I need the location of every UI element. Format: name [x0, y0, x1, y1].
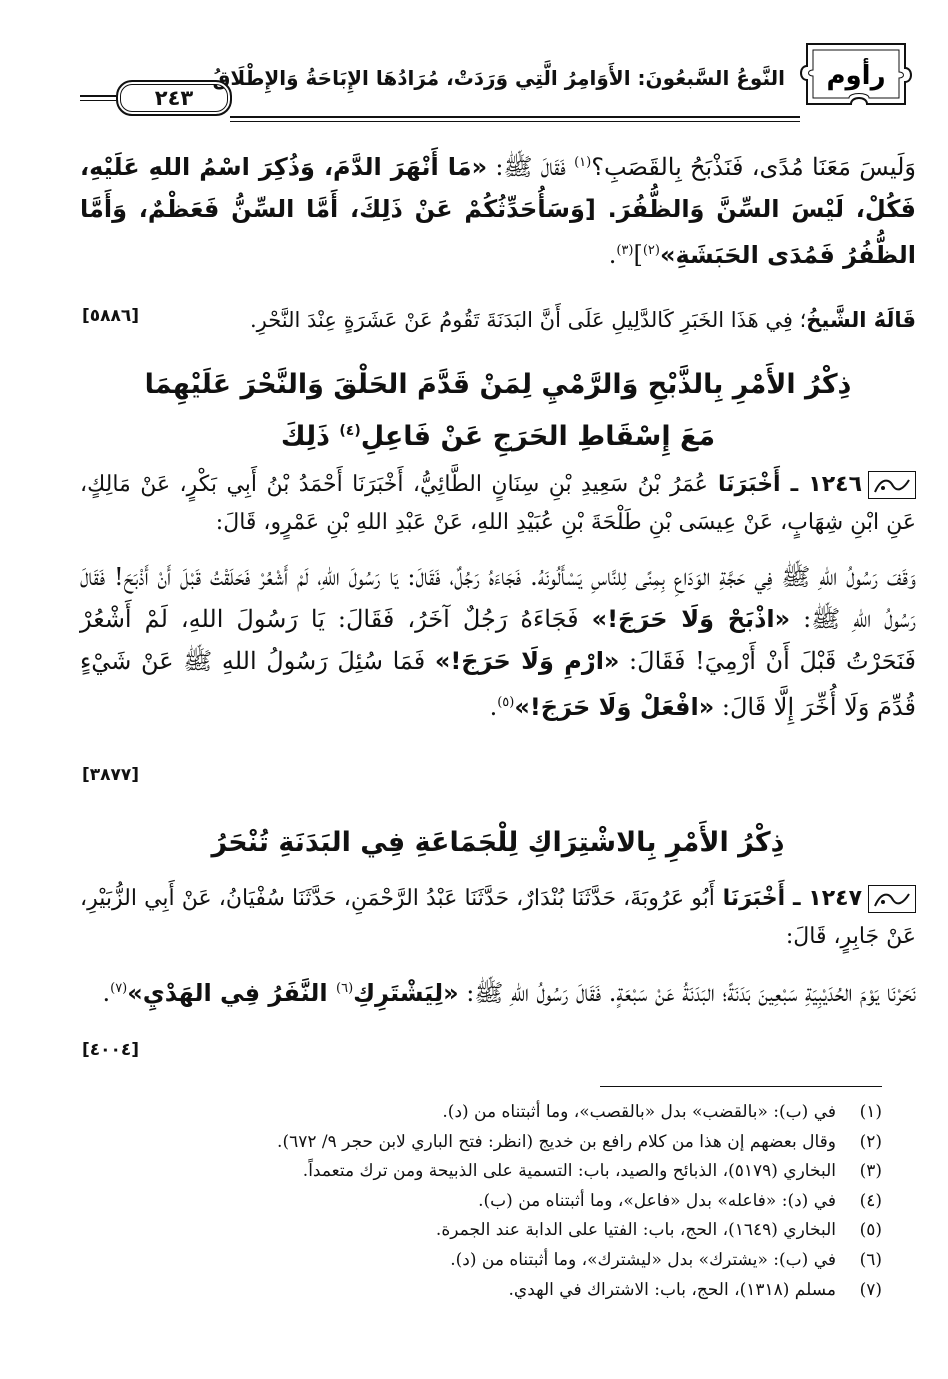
reference-number: [٥٨٨٦] [82, 306, 140, 326]
footnote-marker: (٧) [110, 981, 128, 996]
footnote-text: وقال بعضهم إن هذا من كلام رافع بن خديج (انظر: فتح الباري لابن حجر ٩/ ٦٧٢). [277, 1131, 836, 1152]
chapter-heading [80, 362, 916, 460]
chapter-heading-line: ذِكْرُ الأَمْرِ بِالاشْتِرَاكِ لِلْجَمَاعَةِ فِي البَدَنَةِ تُنْحَرُ [211, 827, 785, 858]
footnote-marker: (٣) [616, 243, 634, 258]
footnote-text: في (ب): «يشترك» بدل «ليشترك»، وما أثبتناه من (د). [450, 1249, 836, 1270]
hadith-1247-matn [80, 968, 916, 1014]
footnote-marker: (٥) [497, 695, 515, 710]
isnad-text: أَبُو عَرُوبَةَ، حَدَّثَنَا بُنْدَارٌ، حَدَّثَنَا عَبْدُ الرَّحْمَنِ، حَدَّثَنَا سُفْيَانُ، عَنْ أَبِي الزُّبَيْرِ، عَنْ جَابِرٍ، قَالَ: [80, 886, 916, 949]
running-header-title: النَّوعُ السَّبعُونَ: الأَوَامِرُ الَّتِي وَرَدَتْ، مُرَادُهَا الإِبَاحَةُ وَالإِطْلَاقُ... [189, 66, 785, 90]
header-rule [80, 95, 116, 97]
hadith-number: ١٢٤٦ [808, 472, 862, 497]
header-rule [230, 116, 800, 118]
hadith-marker-icon [868, 471, 916, 499]
footnote-number: (٣) [859, 1161, 882, 1182]
note-lead: قَالَهُ الشَّيخُ [806, 308, 916, 332]
header-rule [230, 121, 800, 122]
text-run: وَقَفَ رَسُولُ اللهِ ﷺ فِي حَجَّةِ الوَدَاعِ بِمِنًى لِلنَّاسِ يَسْأَلُونَهُ. فَجَاءَهُ رَجُلٌ، فَقَالَ: يَا رَسُولَ اللهِ، لَمْ أَشْعُرْ فَحَلَقْتُ قَبْلَ أَنْ أَذْبَحَ! فَقَالَ رَسُولُ اللهِ ﷺ: [80, 563, 917, 633]
footnote-number: (٦) [859, 1249, 882, 1270]
prophetic-quote: «افْعَلْ وَلَا حَرَجَ!» [514, 693, 715, 721]
footnotes [140, 1098, 882, 1305]
footnote-item [140, 1246, 882, 1276]
footnote-text: مسلم (١٣١٨)، الحج، باب: الاشتراك في الهدي. [508, 1279, 836, 1300]
reference-number: [٣٨٧٧] [82, 765, 140, 785]
footnote-number: (٧) [859, 1279, 882, 1300]
prophetic-quote: النَّفَرُ فِي الهَدْيِ» [127, 979, 336, 1007]
footnote-number: (١) [859, 1102, 882, 1122]
footnote-separator [600, 1086, 882, 1087]
prophetic-quote: «لِيَشْتَرِكِ [353, 979, 459, 1007]
footnote-marker: (١) [574, 155, 592, 170]
chapter-badge [797, 38, 915, 110]
text-run: نَحَرْنَا يَوْمَ الحُدَيْبِيَةِ سَبْعِينَ بَدَنَةً؛ البَدَنَةُ عَنْ سَبْعَةٍ. فَقَالَ رَسُولُ اللهِ ﷺ: [458, 979, 916, 1007]
footnote-item [140, 1098, 882, 1128]
footnote-text: البخاري (٥١٧٩)، الذبائح والصيد، باب: التسمية على الذبيحة ومن ترك متعمداً. [302, 1161, 836, 1182]
footnote-item [140, 1157, 882, 1187]
commentary-note [80, 302, 916, 338]
isnad-text: عُمَرُ بْنُ سَعِيدِ بْنِ سِنَانٍ الطَّائِيُّ، أَخْبَرَنَا أَحْمَدُ بْنُ أَبِي بَكْرٍ، عَنْ مَالِكٍ، عَنِ ابْنِ شِهَابٍ، عَنْ عِيسَى بْنِ طَلْحَةَ بْنِ عُبَيْدِ اللهِ، عَنْ عَبْدِ اللهِ بْنِ عَمْرٍو، قَالَ: [80, 472, 916, 535]
text-run: . [608, 241, 617, 269]
puzzle-badge-icon [797, 38, 915, 110]
footnote-text: البخاري (١٦٤٩)، الحج، باب: الفتيا على الدابة عند الجمرة. [435, 1220, 836, 1241]
badge-text: رأوم [826, 61, 886, 91]
hadith-marker-icon [868, 885, 916, 913]
prophetic-quote: «مَا أَنْهَرَ الدَّمَ، وَذُكِرَ اسْمُ اللهِ عَلَيْهِ، فَكُلْ، لَيْسَ السِّنَّ وَالظُّفُرَ. [وَسَأُحَدِّثُكُمْ عَنْ ذَلِكَ، أَمَّا السِّنُّ فَعَظْمٌ، وَأَمَّا الظُّفُرُ فَمُدَى الحَبَشَةِ» [80, 153, 916, 269]
text-run: . [489, 693, 498, 721]
footnote-number: (٢) [859, 1131, 882, 1152]
page-number: ٢٤٣ [116, 80, 232, 116]
hadith-1246-isnad [80, 466, 916, 542]
chapter-heading-line [80, 408, 916, 460]
page-header [80, 38, 915, 118]
footnote-item [140, 1216, 882, 1246]
footnote-item [140, 1187, 882, 1217]
footnote-text: في (د): «فاعله» بدل «فاعل»، وما أثبتناه من (ب). [478, 1190, 836, 1211]
text-run: فَجَاءَهُ رَجُلٌ آخَرُ، فَقَالَ: يَا رَسُولَ اللهِ، لَمْ أَشْعُرْ فَنَحَرْتُ قَبْلَ أَنْ أَرْمِيَ! فَقَالَ: [80, 605, 916, 675]
text-run: . [102, 979, 111, 1007]
text-run: ذَلِكَ [280, 421, 340, 452]
footnote-marker: (٦) [336, 981, 354, 996]
hadith-1247-isnad [80, 880, 916, 956]
text-run: مَعَ إِسْقَاطِ الحَرَجِ عَنْ فَاعِلِ [360, 421, 716, 452]
note-text: ؛ فِي هَذَا الخَبَرِ كَالدَّلِيلِ عَلَى أَنَّ البَدَنَةَ تَقُومُ عَنْ عَشَرَةٍ عِنْدَ النَّحْرِ. [249, 308, 807, 332]
text-run: وَلَيسَ مَعَنَا مُدًى، فَنَذْبَحُ بِالقَصَبِ؟ [591, 153, 916, 181]
text-run: فَمَا سُئِلَ رَسُولُ اللهِ ﷺ عَنْ شَيْءٍ قُدِّمَ وَلَا أُخِّرَ إِلَّا قَالَ: [80, 647, 916, 721]
header-rule [80, 100, 116, 101]
chapter-heading-line: ذِكْرُ الأَمْرِ بِالذَّبْحِ وَالرَّمْيِ لِمَنْ قَدَّمَ الحَلْقَ وَالنَّحْرَ عَلَيْهِمَا [144, 369, 852, 400]
text-run: فَقَالَ ﷺ: [487, 153, 575, 181]
prophetic-quote: «اذْبَحْ وَلَا حَرَجَ!» [591, 605, 791, 633]
footnote-item [140, 1128, 882, 1158]
text-run: ] [633, 241, 643, 269]
footnote-number: (٤) [859, 1190, 882, 1211]
akhbarana: ـ أَخْبَرَنَا [714, 886, 809, 911]
prophetic-quote: «ارْمِ وَلَا حَرَجَ!» [434, 647, 620, 675]
hadith-1246-matn [80, 556, 916, 728]
chapter-heading [80, 820, 916, 866]
akhbarana: ـ أَخْبَرَنَا [707, 472, 809, 497]
footnote-number: (٥) [859, 1220, 882, 1241]
reference-number: [٤٠٠٤] [82, 1040, 140, 1060]
footnote-marker: (٢) [642, 243, 660, 258]
footnote-item [140, 1276, 882, 1306]
hadith-number: ١٢٤٧ [808, 886, 862, 911]
paragraph-continuation [80, 142, 916, 276]
footnote-marker: (٤) [339, 423, 361, 439]
footnote-text: في (ب): «بالقضب» بدل «بالقصب»، وما أثبتناه من (د). [442, 1102, 836, 1122]
